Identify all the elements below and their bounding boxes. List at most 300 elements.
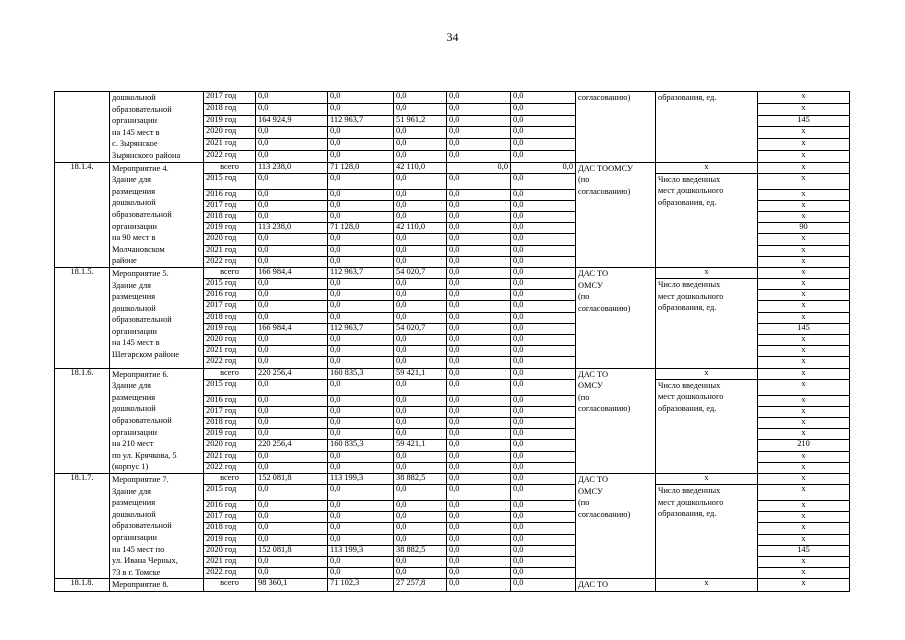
- total-cell: 0,0: [256, 451, 328, 462]
- other-cell: 0,0: [511, 556, 576, 567]
- federal-cell: 0,0: [328, 139, 394, 151]
- local-cell: 0,0: [447, 429, 511, 440]
- regional-cell: 59 421,1: [394, 368, 447, 379]
- federal-cell: 0,0: [328, 312, 394, 323]
- regional-cell: 42 110,0: [394, 162, 447, 173]
- local-cell: 0,0: [447, 500, 511, 511]
- federal-cell: 71 128,0: [328, 223, 394, 234]
- total-cell: 164 924,9: [256, 115, 328, 127]
- year-cell: 2020 год: [204, 335, 256, 346]
- regional-cell: 42 110,0: [394, 223, 447, 234]
- other-cell: 0,0: [511, 115, 576, 127]
- value-cell: x: [758, 103, 850, 115]
- local-cell: 0,0: [447, 473, 511, 484]
- local-cell: 0,0: [447, 568, 511, 579]
- federal-cell: 0,0: [328, 245, 394, 256]
- value-cell: x: [758, 256, 850, 267]
- year-cell: 2022 год: [204, 256, 256, 267]
- year-cell: 2015 год: [204, 379, 256, 395]
- total-cell: 0,0: [256, 245, 328, 256]
- regional-cell: 0,0: [394, 335, 447, 346]
- local-cell: 0,0: [447, 395, 511, 406]
- value-cell: 90: [758, 223, 850, 234]
- local-cell: 0,0: [447, 267, 511, 278]
- local-cell: 0,0: [447, 223, 511, 234]
- year-cell: 2022 год: [204, 150, 256, 162]
- local-cell: 0,0: [447, 346, 511, 357]
- regional-cell: 0,0: [394, 150, 447, 162]
- year-cell: 2016 год: [204, 290, 256, 301]
- local-cell: 0,0: [447, 200, 511, 211]
- indicator-cell: Число введенных мест дошкольного образования, ед.: [656, 485, 758, 579]
- other-cell: 0,0: [511, 418, 576, 429]
- total-cell: 0,0: [256, 150, 328, 162]
- year-cell: 2022 год: [204, 462, 256, 473]
- regional-cell: 38 882,5: [394, 473, 447, 484]
- table-row: [55, 579, 850, 592]
- regional-cell: 0,0: [394, 279, 447, 290]
- item-name-cell: Мероприятие 4. Здание для размещения дошкольной образовательной организации на 90 мест в Молчановском районе: [110, 162, 204, 267]
- total-cell: 0,0: [256, 534, 328, 545]
- total-cell: 0,0: [256, 346, 328, 357]
- other-cell: 0,0: [511, 368, 576, 379]
- federal-cell: 112 963,7: [328, 267, 394, 278]
- regional-cell: 0,0: [394, 290, 447, 301]
- total-cell: 0,0: [256, 406, 328, 417]
- federal-cell: 0,0: [328, 534, 394, 545]
- total-cell: 0,0: [256, 211, 328, 222]
- regional-cell: 51 961,2: [394, 115, 447, 127]
- regional-cell: 59 421,1: [394, 440, 447, 451]
- regional-cell: 0,0: [394, 173, 447, 189]
- other-cell: 0,0: [511, 523, 576, 534]
- regional-cell: 0,0: [394, 127, 447, 139]
- local-cell: 0,0: [447, 92, 511, 104]
- regional-cell: 0,0: [394, 92, 447, 104]
- federal-cell: 0,0: [328, 357, 394, 368]
- item-name-cell: дошкольной образовательной организации на 145 мест в с. Зырянское Зырянского района: [110, 92, 204, 163]
- value-cell: 145: [758, 545, 850, 556]
- year-cell: 2017 год: [204, 301, 256, 312]
- year-cell: 2017 год: [204, 512, 256, 523]
- total-cell: 0,0: [256, 103, 328, 115]
- year-cell: 2021 год: [204, 139, 256, 151]
- regional-cell: 0,0: [394, 234, 447, 245]
- year-cell: 2020 год: [204, 545, 256, 556]
- value-cell: 145: [758, 115, 850, 127]
- regional-cell: 0,0: [394, 346, 447, 357]
- item-number-cell: 18.1.4.: [55, 162, 110, 267]
- local-cell: 0,0: [447, 103, 511, 115]
- year-cell: 2017 год: [204, 200, 256, 211]
- federal-cell: 113 199,3: [328, 545, 394, 556]
- year-cell: 2017 год: [204, 406, 256, 417]
- federal-cell: 0,0: [328, 189, 394, 200]
- executor-cell: ДАС ТО: [576, 579, 656, 592]
- federal-cell: 0,0: [328, 512, 394, 523]
- total-cell: 0,0: [256, 127, 328, 139]
- value-cell: x: [758, 500, 850, 511]
- regional-cell: 0,0: [394, 301, 447, 312]
- other-cell: 0,0: [511, 211, 576, 222]
- local-cell: 0,0: [447, 115, 511, 127]
- year-cell: всего: [204, 267, 256, 278]
- local-cell: 0,0: [447, 512, 511, 523]
- local-cell: 0,0: [447, 462, 511, 473]
- federal-cell: 0,0: [328, 234, 394, 245]
- regional-cell: 0,0: [394, 512, 447, 523]
- federal-cell: 160 835,3: [328, 368, 394, 379]
- other-cell: 0,0: [511, 545, 576, 556]
- federal-cell: 0,0: [328, 127, 394, 139]
- local-cell: 0,0: [447, 234, 511, 245]
- local-cell: 0,0: [447, 485, 511, 501]
- regional-cell: 27 257,8: [394, 579, 447, 592]
- value-cell: x: [758, 346, 850, 357]
- federal-cell: 160 835,3: [328, 440, 394, 451]
- regional-cell: 0,0: [394, 523, 447, 534]
- federal-cell: 0,0: [328, 500, 394, 511]
- regional-cell: 0,0: [394, 395, 447, 406]
- value-cell: x: [758, 173, 850, 189]
- value-cell: x: [758, 568, 850, 579]
- local-cell: 0,0: [447, 301, 511, 312]
- other-cell: 0,0: [511, 312, 576, 323]
- federal-cell: 0,0: [328, 301, 394, 312]
- regional-cell: 0,0: [394, 568, 447, 579]
- regional-cell: 0,0: [394, 103, 447, 115]
- local-cell: 0,0: [447, 534, 511, 545]
- year-cell: 2022 год: [204, 357, 256, 368]
- value-cell: x: [758, 462, 850, 473]
- year-cell: 2021 год: [204, 346, 256, 357]
- value-cell: x: [758, 92, 850, 104]
- other-cell: 0,0: [511, 103, 576, 115]
- value-cell: x: [758, 290, 850, 301]
- regional-cell: 0,0: [394, 211, 447, 222]
- federal-cell: 112 963,7: [328, 115, 394, 127]
- value-cell: x: [758, 473, 850, 484]
- local-cell: 0,0: [447, 245, 511, 256]
- total-cell: 152 081,8: [256, 545, 328, 556]
- other-cell: 0,0: [511, 173, 576, 189]
- value-cell: x: [758, 395, 850, 406]
- local-cell: 0,0: [447, 545, 511, 556]
- regional-cell: 54 020,7: [394, 267, 447, 278]
- year-cell: 2016 год: [204, 395, 256, 406]
- indicator-cell: Число введенных мест дошкольного образования, ед.: [656, 279, 758, 369]
- value-cell: x: [758, 523, 850, 534]
- total-cell: 0,0: [256, 200, 328, 211]
- other-cell: 0,0: [511, 485, 576, 501]
- local-cell: 0,0: [447, 418, 511, 429]
- total-cell: 220 256,4: [256, 440, 328, 451]
- total-cell: 0,0: [256, 312, 328, 323]
- other-cell: 0,0: [511, 440, 576, 451]
- regional-cell: 0,0: [394, 256, 447, 267]
- other-cell: 0,0: [511, 462, 576, 473]
- year-cell: 2019 год: [204, 115, 256, 127]
- value-cell: x: [758, 127, 850, 139]
- total-cell: 0,0: [256, 395, 328, 406]
- local-cell: 0,0: [447, 379, 511, 395]
- local-cell: 0,0: [447, 127, 511, 139]
- regional-cell: 38 882,5: [394, 545, 447, 556]
- total-cell: 0,0: [256, 189, 328, 200]
- year-cell: 2019 год: [204, 429, 256, 440]
- other-cell: 0,0: [511, 395, 576, 406]
- other-cell: 0,0: [511, 223, 576, 234]
- year-cell: 2021 год: [204, 556, 256, 567]
- federal-cell: 0,0: [328, 451, 394, 462]
- other-cell: 0,0: [511, 245, 576, 256]
- federal-cell: 0,0: [328, 211, 394, 222]
- total-cell: 220 256,4: [256, 368, 328, 379]
- total-cell: 166 984,4: [256, 323, 328, 334]
- other-cell: 0,0: [511, 139, 576, 151]
- total-cell: 0,0: [256, 485, 328, 501]
- item-name-cell: Мероприятие 8.: [110, 579, 204, 592]
- year-cell: 2015 год: [204, 279, 256, 290]
- regional-cell: 0,0: [394, 451, 447, 462]
- local-cell: 0,0: [447, 189, 511, 200]
- other-cell: 0,0: [511, 534, 576, 545]
- value-cell: x: [758, 312, 850, 323]
- value-cell: x: [758, 579, 850, 592]
- total-cell: 0,0: [256, 523, 328, 534]
- total-cell: 0,0: [256, 462, 328, 473]
- federal-cell: 0,0: [328, 290, 394, 301]
- regional-cell: 0,0: [394, 245, 447, 256]
- local-cell: 0,0: [447, 357, 511, 368]
- value-cell: x: [758, 267, 850, 278]
- other-cell: 0,0: [511, 379, 576, 395]
- total-cell: 0,0: [256, 335, 328, 346]
- year-cell: 2020 год: [204, 234, 256, 245]
- year-cell: 2016 год: [204, 500, 256, 511]
- executor-cell: согласованию): [576, 92, 656, 163]
- year-cell: 2021 год: [204, 245, 256, 256]
- total-cell: 98 360,1: [256, 579, 328, 592]
- other-cell: 0,0: [511, 200, 576, 211]
- year-cell: 2022 год: [204, 568, 256, 579]
- value-cell: x: [758, 512, 850, 523]
- federal-cell: 0,0: [328, 568, 394, 579]
- year-cell: всего: [204, 473, 256, 484]
- other-cell: 0,0: [511, 279, 576, 290]
- other-cell: 0,0: [511, 256, 576, 267]
- other-cell: 0,0: [511, 346, 576, 357]
- year-cell: 2018 год: [204, 211, 256, 222]
- indicator-head-cell: x: [656, 473, 758, 484]
- regional-cell: 0,0: [394, 462, 447, 473]
- funding-table: [54, 91, 850, 592]
- table-row: [55, 473, 850, 484]
- table-body: [55, 92, 850, 592]
- other-cell: 0,0: [511, 290, 576, 301]
- value-cell: x: [758, 379, 850, 395]
- table-row: [55, 162, 850, 173]
- regional-cell: 0,0: [394, 379, 447, 395]
- total-cell: 166 984,4: [256, 267, 328, 278]
- value-cell: x: [758, 429, 850, 440]
- federal-cell: 0,0: [328, 395, 394, 406]
- federal-cell: 0,0: [328, 150, 394, 162]
- value-cell: x: [758, 485, 850, 501]
- value-cell: x: [758, 150, 850, 162]
- year-cell: 2015 год: [204, 173, 256, 189]
- local-cell: 0,0: [447, 368, 511, 379]
- table-row: [55, 92, 850, 104]
- year-cell: всего: [204, 368, 256, 379]
- other-cell: 0,0: [511, 127, 576, 139]
- other-cell: 0,0: [511, 406, 576, 417]
- regional-cell: 54 020,7: [394, 323, 447, 334]
- value-cell: x: [758, 357, 850, 368]
- total-cell: 113 238,0: [256, 223, 328, 234]
- value-cell: x: [758, 451, 850, 462]
- total-cell: 0,0: [256, 418, 328, 429]
- other-cell: 0,0: [511, 162, 576, 173]
- year-cell: всего: [204, 579, 256, 592]
- other-cell: 0,0: [511, 568, 576, 579]
- other-cell: 0,0: [511, 451, 576, 462]
- regional-cell: 0,0: [394, 429, 447, 440]
- indicator-head-cell: x: [656, 368, 758, 379]
- value-cell: x: [758, 335, 850, 346]
- regional-cell: 0,0: [394, 485, 447, 501]
- local-cell: 0,0: [447, 211, 511, 222]
- year-cell: 2017 год: [204, 92, 256, 104]
- other-cell: 0,0: [511, 512, 576, 523]
- value-cell: 145: [758, 323, 850, 334]
- federal-cell: 0,0: [328, 556, 394, 567]
- indicator-cell: Число введенных мест дошкольного образования, ед.: [656, 379, 758, 473]
- local-cell: 0,0: [447, 139, 511, 151]
- executor-cell: ДАС ТООМСУ (по согласованию): [576, 162, 656, 267]
- regional-cell: 0,0: [394, 534, 447, 545]
- federal-cell: 0,0: [328, 92, 394, 104]
- year-cell: 2019 год: [204, 534, 256, 545]
- total-cell: 0,0: [256, 301, 328, 312]
- federal-cell: 71 128,0: [328, 162, 394, 173]
- local-cell: 0,0: [447, 279, 511, 290]
- federal-cell: 113 199,3: [328, 473, 394, 484]
- local-cell: 0,0: [447, 556, 511, 567]
- value-cell: x: [758, 162, 850, 173]
- total-cell: 0,0: [256, 139, 328, 151]
- table-row: [55, 267, 850, 278]
- item-number-cell: 18.1.7.: [55, 473, 110, 578]
- local-cell: 0,0: [447, 150, 511, 162]
- item-name-cell: Мероприятие 7. Здание для размещения дошкольной образовательной организации на 145 мест по ул. Ивана Черных, 73 в г. Томске: [110, 473, 204, 578]
- total-cell: 0,0: [256, 290, 328, 301]
- total-cell: 0,0: [256, 234, 328, 245]
- year-cell: 2020 год: [204, 127, 256, 139]
- federal-cell: 0,0: [328, 429, 394, 440]
- other-cell: 0,0: [511, 234, 576, 245]
- regional-cell: 0,0: [394, 406, 447, 417]
- federal-cell: 0,0: [328, 523, 394, 534]
- local-cell: 0,0: [447, 523, 511, 534]
- other-cell: 0,0: [511, 267, 576, 278]
- other-cell: 0,0: [511, 189, 576, 200]
- regional-cell: 0,0: [394, 139, 447, 151]
- regional-cell: 0,0: [394, 500, 447, 511]
- total-cell: 0,0: [256, 279, 328, 290]
- indicator-cell: Число введенных мест дошкольного образования, ед.: [656, 173, 758, 267]
- value-cell: x: [758, 301, 850, 312]
- value-cell: x: [758, 245, 850, 256]
- other-cell: 0,0: [511, 335, 576, 346]
- other-cell: 0,0: [511, 301, 576, 312]
- total-cell: 0,0: [256, 256, 328, 267]
- local-cell: 0,0: [447, 440, 511, 451]
- local-cell: 0,0: [447, 162, 511, 173]
- executor-cell: ДАС ТО ОМСУ (по согласованию): [576, 473, 656, 578]
- other-cell: 0,0: [511, 500, 576, 511]
- local-cell: 0,0: [447, 323, 511, 334]
- executor-cell: ДАС ТО ОМСУ (по согласованию): [576, 368, 656, 473]
- local-cell: 0,0: [447, 290, 511, 301]
- year-cell: 2019 год: [204, 223, 256, 234]
- value-cell: x: [758, 534, 850, 545]
- other-cell: 0,0: [511, 473, 576, 484]
- indicator-cell: образования, ед.: [656, 92, 758, 163]
- total-cell: 152 081,8: [256, 473, 328, 484]
- table-row: [55, 368, 850, 379]
- value-cell: x: [758, 189, 850, 200]
- indicator-head-cell: x: [656, 579, 758, 592]
- regional-cell: 0,0: [394, 189, 447, 200]
- other-cell: 0,0: [511, 323, 576, 334]
- federal-cell: 0,0: [328, 279, 394, 290]
- item-name-cell: Мероприятие 6. Здание для размещения дошкольной образовательной организации на 210 мест по ул. Крячкова, 5 (корпус 1): [110, 368, 204, 473]
- regional-cell: 0,0: [394, 556, 447, 567]
- total-cell: 0,0: [256, 556, 328, 567]
- other-cell: 0,0: [511, 579, 576, 592]
- value-cell: x: [758, 279, 850, 290]
- regional-cell: 0,0: [394, 418, 447, 429]
- federal-cell: 0,0: [328, 103, 394, 115]
- value-cell: x: [758, 211, 850, 222]
- local-cell: 0,0: [447, 579, 511, 592]
- page-number: 34: [446, 30, 459, 44]
- item-number-cell: 18.1.5.: [55, 267, 110, 368]
- local-cell: 0,0: [447, 312, 511, 323]
- federal-cell: 0,0: [328, 200, 394, 211]
- year-cell: 2020 год: [204, 440, 256, 451]
- year-cell: 2015 год: [204, 485, 256, 501]
- total-cell: 0,0: [256, 379, 328, 395]
- federal-cell: 0,0: [328, 379, 394, 395]
- local-cell: 0,0: [447, 335, 511, 346]
- federal-cell: 0,0: [328, 485, 394, 501]
- value-cell: x: [758, 200, 850, 211]
- federal-cell: 112 963,7: [328, 323, 394, 334]
- total-cell: 113 238,0: [256, 162, 328, 173]
- federal-cell: 0,0: [328, 406, 394, 417]
- year-cell: 2018 год: [204, 312, 256, 323]
- local-cell: 0,0: [447, 173, 511, 189]
- year-cell: всего: [204, 162, 256, 173]
- value-cell: x: [758, 556, 850, 567]
- item-name-cell: Мероприятие 5. Здание для размещения дошкольной образовательной организации на 145 мест в Шегарском районе: [110, 267, 204, 368]
- item-number-cell: 18.1.8.: [55, 579, 110, 592]
- total-cell: 0,0: [256, 173, 328, 189]
- federal-cell: 0,0: [328, 418, 394, 429]
- federal-cell: 0,0: [328, 173, 394, 189]
